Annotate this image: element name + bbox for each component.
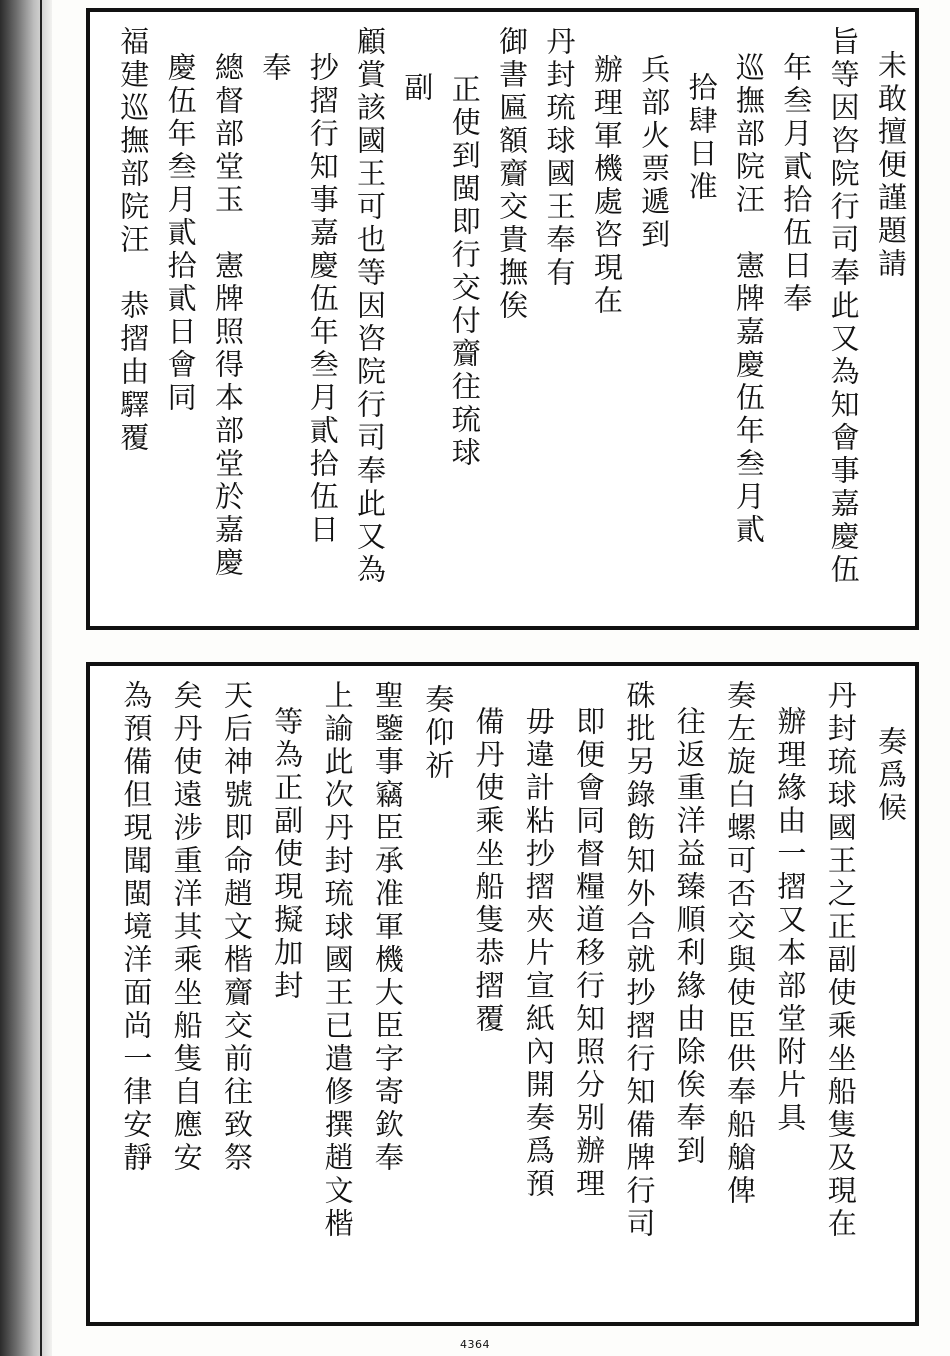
text-column: 拾肆日准 <box>684 72 719 204</box>
text-column: 即便會同督糧道移行知照分别辦理 <box>572 706 607 1201</box>
text-column: 上諭此次丹封琉球國王已遣修撰趙文楷 <box>320 680 355 1241</box>
text-column: 慶伍年叁月貳拾貳日會同 <box>163 52 198 415</box>
text-column: 奏左旋白螺可否交與使臣供奉船艙俾 <box>723 680 758 1208</box>
text-column: 奏爲候 <box>874 726 908 825</box>
text-column: 抄摺行知事嘉慶伍年叁月貳拾伍日 <box>305 52 340 547</box>
text-column: 等為正副使現擬加封 <box>270 706 305 1003</box>
book-binding-shadow <box>0 0 52 1356</box>
text-column: 總督部堂玉 憲牌照得本部堂於嘉慶 <box>210 52 245 580</box>
bottom-text-columns <box>100 680 908 1308</box>
text-column: 備丹使乘坐船隻恭摺覆 <box>471 706 506 1036</box>
text-column: 兵部火票遞到 <box>637 54 672 252</box>
text-column: 正使到閩即行交付齎往琉球 <box>447 74 482 470</box>
text-column: 顧賞該國王可也等因咨院行司奉此又為 <box>353 26 388 587</box>
top-text-columns <box>100 26 908 612</box>
text-column: 往返重洋益臻順利緣由除俟奉到 <box>672 706 707 1168</box>
top-document-panel <box>86 8 919 630</box>
text-column: 毋違計粘抄摺夾片宣紙內開奏爲預 <box>521 706 556 1201</box>
text-column: 奉 <box>258 52 293 85</box>
text-column: 福建巡撫部院汪 恭摺由驛覆 <box>116 26 151 455</box>
bottom-document-panel <box>86 662 919 1326</box>
text-column: 旨等因咨院行司奉此又為知會事嘉慶伍 <box>826 26 861 587</box>
text-column: 硃批另錄飭知外合就抄摺行知備牌行司 <box>622 680 657 1241</box>
text-column: 巡撫部院汪 憲牌嘉慶伍年叁月貳 <box>731 52 766 547</box>
page-number: 4364 <box>460 1338 490 1351</box>
text-column: 天后神號即命趙文楷齎交前往致祭 <box>219 680 254 1175</box>
book-gutter-line <box>40 0 42 1356</box>
text-column: 副 <box>400 72 435 105</box>
text-column: 辦理緣由一摺又本部堂附片具 <box>773 706 808 1135</box>
text-column: 御書匾額齎交貴撫俟 <box>495 26 530 323</box>
text-column: 未敢擅便謹題請 <box>874 50 908 281</box>
text-column: 奏仰祈 <box>421 684 456 783</box>
text-column: 為預備但現聞閩境洋面尚一律安靜 <box>119 680 154 1175</box>
text-column: 丹封琉球國王之正副使乘坐船隻及現在 <box>823 680 858 1241</box>
text-column: 聖鑒事竊臣承准軍機大臣字寄欽奉 <box>370 680 405 1175</box>
text-column: 辦理軍機處咨現在 <box>589 54 624 318</box>
text-column: 丹封琉球國王奉有 <box>542 26 577 290</box>
text-column: 矣丹使遠涉重洋其乘坐船隻自應安 <box>169 680 204 1175</box>
text-column: 年叁月貳拾伍日奉 <box>779 52 814 316</box>
